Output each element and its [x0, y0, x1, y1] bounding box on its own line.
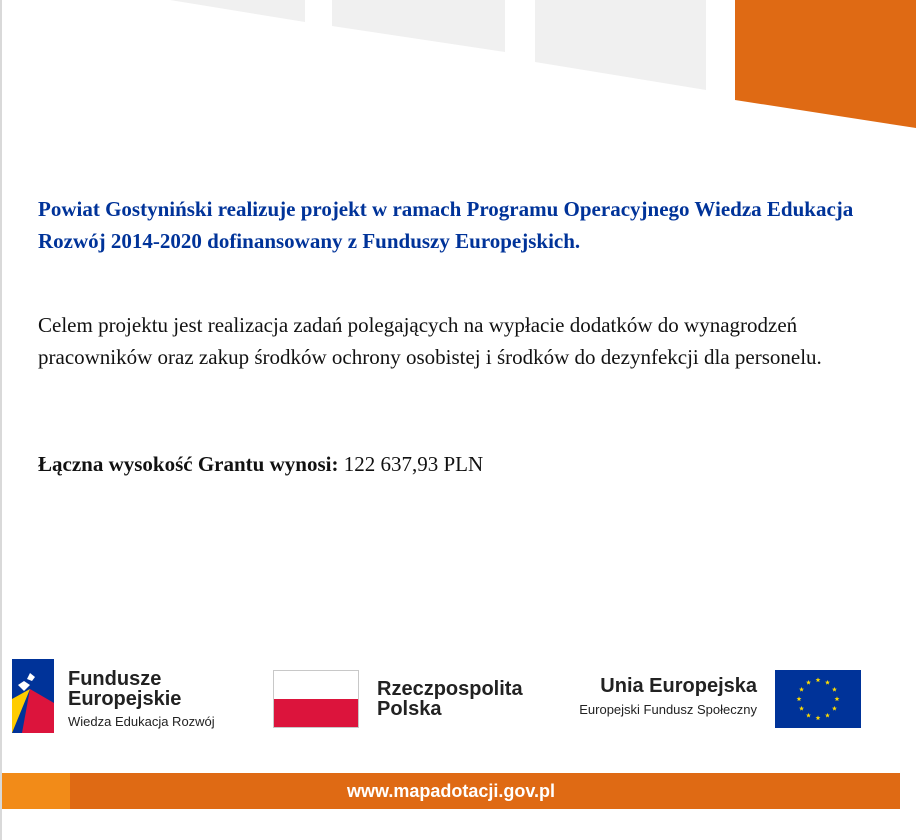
fundusze-europejskie-logo	[12, 659, 54, 733]
fundusze-line3: Wiedza Edukacja Rozwój	[68, 714, 215, 729]
poland-flag-icon	[273, 670, 359, 728]
deco-gray-block-2	[332, 0, 505, 52]
deco-gray-block-1	[170, 0, 305, 22]
unia-subtitle: Europejski Fundusz Społeczny	[579, 702, 757, 717]
fundusze-line2: Europejskie	[68, 688, 182, 710]
deco-orange-block	[735, 0, 916, 128]
eu-flag-icon	[775, 670, 861, 728]
deco-gray-block-3	[535, 0, 706, 90]
rzeczpospolita-text	[377, 679, 523, 719]
header-decoration	[0, 0, 916, 130]
footer-bar	[2, 773, 900, 809]
project-headline: Powiat Gostyniński realizuje projekt w ramach Programu Operacyjnego Wiedza Edukacja Rozwój 2014-2020 dofinansowany z Funduszy Europejskich.	[38, 197, 854, 253]
grant-amount	[38, 448, 888, 480]
fundusze-line1: Fundusze	[68, 668, 162, 690]
logo-strip	[0, 655, 916, 745]
grant-label: Łączna wysokość Grantu wynosi:	[38, 452, 339, 476]
unia-title: Unia Europejska	[600, 675, 757, 697]
rzeczpospolita-line2: Polska	[377, 698, 442, 720]
footer-url-link[interactable]: www.mapadotacji.gov.pl	[346, 781, 556, 801]
fundusze-europejskie-text	[68, 669, 215, 731]
unia-europejska-text	[560, 675, 757, 719]
project-description: Celem projektu jest realizacja zadań polegających na wypłacie dodatków do wynagrodzeń pracowników oraz zakup środków ochrony osobistej i środków do dezynfekcji dla personelu.	[38, 313, 822, 369]
rzeczpospolita-line1: Rzeczpospolita	[377, 678, 523, 700]
grant-value: 122 637,93 PLN	[343, 452, 484, 476]
